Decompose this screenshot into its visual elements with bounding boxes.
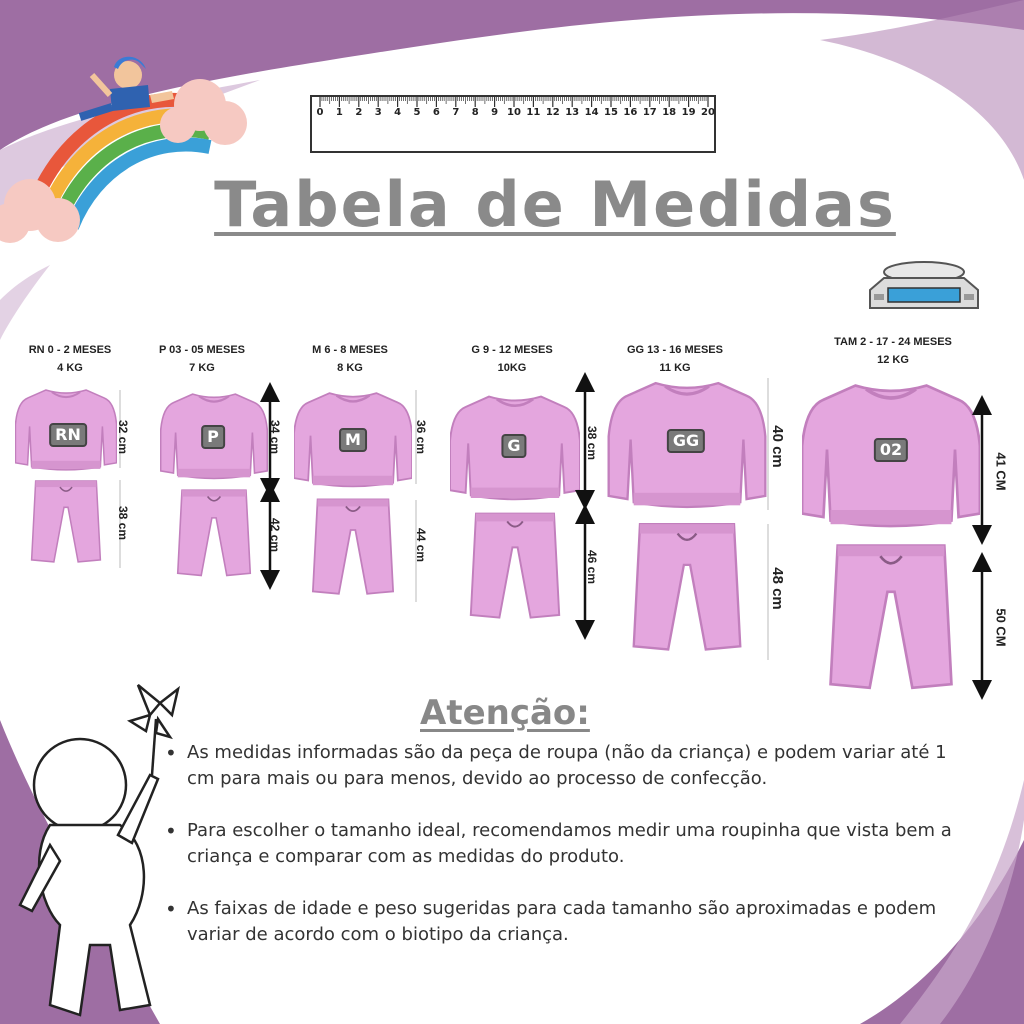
measure-bottom-rn: 38 cm	[116, 505, 131, 541]
page-title: Tabela de Medidas	[214, 168, 896, 241]
measure-top-g: 38 cm	[585, 425, 600, 461]
measure-bottom-gg: 48 cm	[768, 567, 786, 610]
size-label-p: P 03 - 05 MESES 7 KG	[158, 344, 245, 374]
attention-list	[165, 740, 965, 974]
ruler-number: 13	[565, 107, 580, 118]
measure-top-m: 36 cm	[414, 419, 429, 455]
ruler-number: 0	[316, 107, 324, 118]
ruler-number: 2	[355, 107, 363, 118]
ruler-number: 6	[432, 107, 440, 118]
ruler-number: 17	[642, 107, 657, 118]
measure-top-02: 41 CM	[993, 452, 1009, 491]
size-label-02: TAM 2 - 17 - 24 MESES 12 KG	[834, 336, 952, 366]
attention-bullet: • As faixas de idade e peso sugeridas para cada tamanho são aproximadas e podem variar de acordo com o biotipo da criança.	[165, 896, 965, 948]
ruler-number: 14	[584, 107, 599, 118]
attention-bullet: • As medidas informadas são da peça de roupa (não da criança) e podem variar até 1 cm para mais ou para menos, devido ao processo de confecção.	[165, 740, 965, 792]
measure-bottom-p: 42 cm	[268, 517, 283, 553]
ruler-number: 10	[507, 107, 521, 118]
measure-bottom-02: 50 CM	[993, 608, 1009, 647]
ruler-number: 12	[545, 107, 560, 118]
ruler-number: 19	[681, 107, 696, 118]
attention-bullet: • Para escolher o tamanho ideal, recomendamos medir uma roupinha que vista bem a criança e comparar com as medidas do produto.	[165, 818, 965, 870]
size-code-g: G	[501, 434, 526, 458]
ruler-number: 8	[471, 107, 479, 118]
size-code-p: P	[201, 425, 225, 449]
size-label-m: M 6 - 8 MESES 8 KG	[312, 344, 388, 374]
size-code-gg: GG	[667, 429, 705, 453]
ruler-number: 4	[394, 107, 402, 118]
ruler-number: 1	[335, 107, 343, 118]
ruler-number: 11	[526, 107, 541, 118]
ruler-number: 7	[452, 107, 460, 118]
size-code-rn: RN	[49, 423, 87, 447]
ruler-number: 5	[413, 107, 421, 118]
size-label-rn: RN 0 - 2 MESES 4 KG	[28, 344, 112, 374]
measure-bottom-m: 44 cm	[414, 527, 429, 563]
measure-top-p: 34 cm	[268, 419, 283, 455]
size-code-m: M	[339, 428, 367, 452]
ruler-number: 18	[662, 107, 677, 118]
attention-heading: Atenção:	[420, 693, 590, 733]
ruler-number: 16	[623, 107, 638, 118]
measure-bottom-g: 46 cm	[585, 549, 600, 585]
ruler-number: 15	[604, 107, 618, 118]
measure-top-rn: 32 cm	[116, 419, 131, 455]
ruler-number: 9	[491, 107, 499, 118]
ruler-number: 3	[374, 107, 382, 118]
size-label-g: G 9 - 12 MESES 10KG	[471, 344, 553, 374]
ruler-number: 20	[701, 107, 715, 118]
size-code-02: 02	[874, 438, 908, 462]
size-label-gg: GG 13 - 16 MESES 11 KG	[627, 344, 723, 374]
measure-top-gg: 40 cm	[768, 425, 786, 468]
child-pinwheel-icon	[10, 675, 180, 1024]
